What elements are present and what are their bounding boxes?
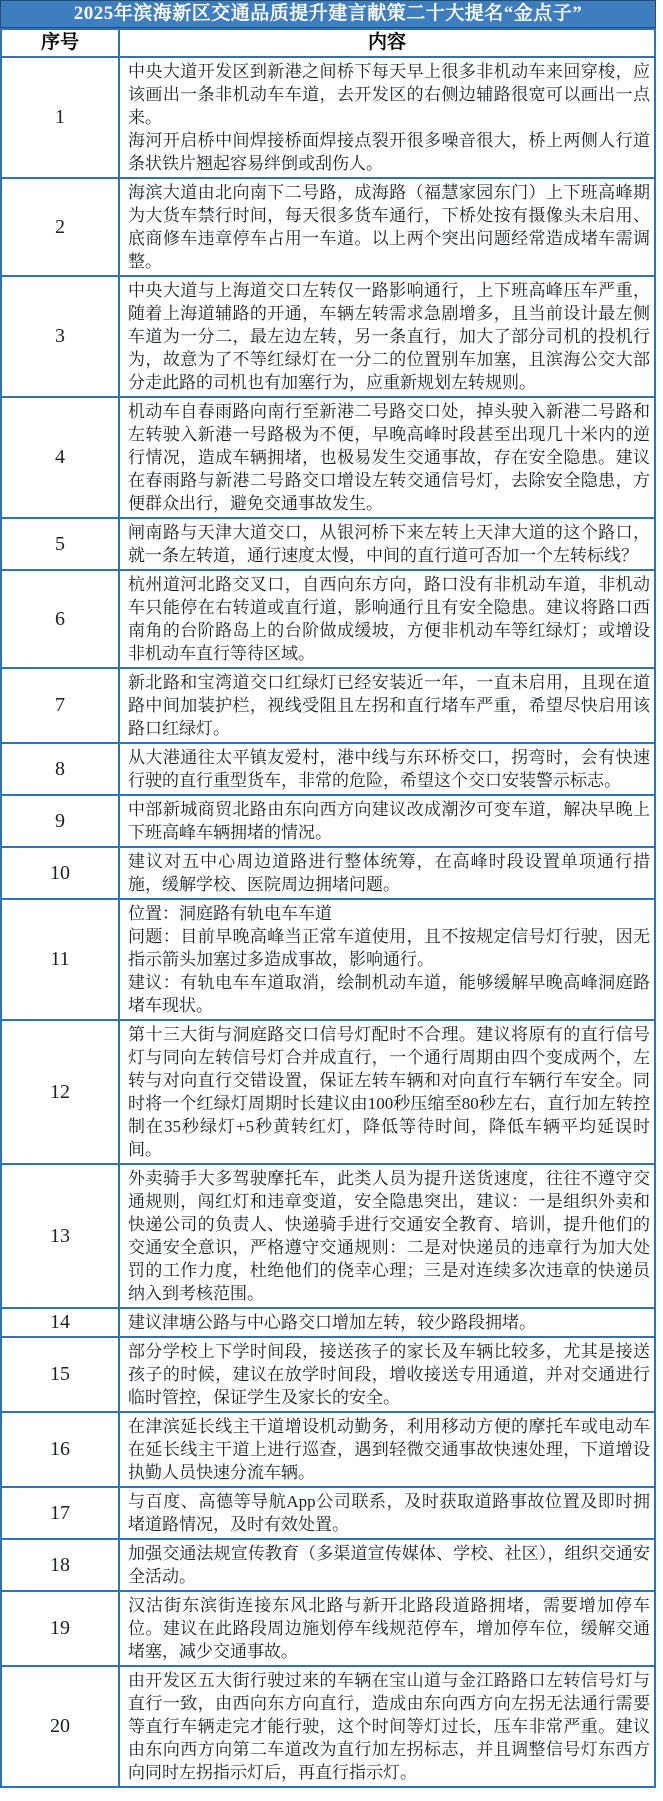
row-number: 15 bbox=[1, 1337, 119, 1412]
row-number: 17 bbox=[1, 1487, 119, 1539]
row-content bbox=[119, 518, 655, 570]
content-paragraph: 在津滨延长线主干道增设机动勤务，利用移动方便的摩托车或电动车在延长线主干道上进行巡查，遇到轻微交通事故快速处理，下道增设执勤人员快速分流车辆。 bbox=[128, 1417, 650, 1482]
col-header-content: 内容 bbox=[119, 29, 655, 57]
table-row bbox=[1, 276, 655, 397]
row-content bbox=[119, 1164, 655, 1308]
row-content bbox=[119, 1591, 655, 1666]
row-content bbox=[119, 1020, 655, 1164]
content-paragraph: 建议对五中心周边道路进行整体统筹，在高峰时段设置单项通行措施，缓解学校、医院周边拥堵问题。 bbox=[128, 852, 650, 894]
row-number: 13 bbox=[1, 1164, 119, 1308]
table-row bbox=[1, 178, 655, 276]
row-content bbox=[119, 668, 655, 743]
content-paragraph: 杭州道河北路交叉口，自西向东方向，路口没有非机动车道，非机动车只能停在右转道或直行道，影响通行且有安全隐患。建议将路口西南角的台阶路岛上的台阶做成缓坡，方便非机动车等红绿灯；或增设非机动车直行等待区域。 bbox=[128, 575, 650, 663]
col-header-index: 序号 bbox=[1, 29, 119, 57]
content-paragraph: 建议津塘公路与中心路交口增加左转，较少路段拥堵。 bbox=[128, 1313, 536, 1332]
content-paragraph: 与百度、高德等导航App公司联系，及时获取道路事故位置及即时拥堵道路情况，及时有效处置。 bbox=[128, 1492, 650, 1534]
table-row bbox=[1, 1337, 655, 1412]
row-content bbox=[119, 1412, 655, 1487]
table-row bbox=[1, 795, 655, 847]
row-number: 6 bbox=[1, 570, 119, 668]
row-number: 12 bbox=[1, 1020, 119, 1164]
row-number: 10 bbox=[1, 847, 119, 899]
row-content bbox=[119, 1666, 655, 1787]
table-row bbox=[1, 518, 655, 570]
row-content bbox=[119, 847, 655, 899]
table-row bbox=[1, 1591, 655, 1666]
document-title: 2025年滨海新区交通品质提升建言献策二十大提名“金点子” bbox=[0, 0, 656, 28]
row-number: 3 bbox=[1, 276, 119, 397]
row-content bbox=[119, 899, 655, 1020]
table-row bbox=[1, 899, 655, 1020]
table-row bbox=[1, 1666, 655, 1787]
content-paragraph: 中部新城商贸北路由东向西方向建议改成潮汐可变车道，解决早晚上下班高峰车辆拥堵的情况。 bbox=[128, 800, 650, 842]
table-row bbox=[1, 1308, 655, 1337]
row-content bbox=[119, 743, 655, 795]
row-number: 5 bbox=[1, 518, 119, 570]
content-paragraph: 机动车自春雨路向南行至新港二号路交口处，掉头驶入新港二号路和左转驶入新港一号路极为不便，早晚高峰时段甚至出现几十米内的逆行情况，造成车辆拥堵，也极易发生交通事故，存在安全隐患。建议在春雨路与新港二号路交口增设左转交通信号灯，去除安全隐患，方便群众出行，避免交通事故发生。 bbox=[128, 402, 650, 513]
content-paragraph: 第十三大街与洞庭路交口信号灯配时不合理。建议将原有的直行信号灯与同向左转信号灯合并成直行，一个通行周期由四个变成两个，左转与对向直行交错设置，保证左转车辆和对向直行车辆行车安全。同时将一个红绿灯周期时长建议由100秒压缩至80秒左右，直行加左转控制在35秒绿灯+5秒黄转红灯，降低等待时间，降低车辆平均延误时间。 bbox=[128, 1025, 650, 1159]
content-paragraph: 建议：有轨电车车道取消，绘制机动车道，能够缓解早晚高峰洞庭路堵车现状。 bbox=[128, 973, 650, 1015]
table-row bbox=[1, 1487, 655, 1539]
row-number: 19 bbox=[1, 1591, 119, 1666]
content-paragraph: 闸南路与天津大道交口，从银河桥下来左转上天津大道的这个路口，就一条左转道，通行速度太慢，中间的直行道可否加一个左转标线？ bbox=[128, 523, 650, 565]
row-number: 8 bbox=[1, 743, 119, 795]
suggestions-table bbox=[0, 28, 656, 1788]
row-content bbox=[119, 57, 655, 178]
content-paragraph: 中央大道开发区到新港之间桥下每天早上很多非机动车来回穿梭，应该画出一条非机动车车道，去开发区的右侧边辅路很宽可以画出一点来。 bbox=[128, 62, 650, 127]
row-number: 7 bbox=[1, 668, 119, 743]
row-number: 11 bbox=[1, 899, 119, 1020]
table-row bbox=[1, 57, 655, 178]
row-content bbox=[119, 570, 655, 668]
content-paragraph: 问题：目前早晚高峰当正常车道使用，且不按规定信号灯行驶，因无指示箭头加塞过多造成事故，影响通行。 bbox=[128, 927, 650, 969]
table-row bbox=[1, 1412, 655, 1487]
table-row bbox=[1, 743, 655, 795]
content-paragraph: 外卖骑手大多驾驶摩托车，此类人员为提升送货速度，往往不遵守交通规则，闯红灯和违章变道，安全隐患突出，建议：一是组织外卖和快递公司的负责人、快递骑手进行交通安全教育、培训，提升他们的交通安全意识，严格遵守交通规则：二是对快递员的违章行为加大处罚的工作力度，杜绝他们的侥幸心理；三是对连续多次违章的快递员纳入到考核范围。 bbox=[128, 1169, 650, 1303]
content-paragraph: 海河开启桥中间焊接桥面焊接点裂开很多噪音很大，桥上两侧人行道条状铁片翘起容易绊倒或刮伤人。 bbox=[128, 131, 650, 173]
row-content bbox=[119, 276, 655, 397]
content-paragraph: 从大港通往太平镇友爱村，港中线与东环桥交口，拐弯时，会有快速行驶的直行重型货车，非常的危险，希望这个交口安装警示标志。 bbox=[128, 748, 650, 790]
content-paragraph: 汉沽街东滨街连接东风北路与新开北路段道路拥堵，需要增加停车位。建议在此路段周边施划停车线规范停车，增加停车位，缓解交通堵塞，减少交通事故。 bbox=[128, 1596, 650, 1661]
row-content bbox=[119, 178, 655, 276]
row-content bbox=[119, 1337, 655, 1412]
row-number: 9 bbox=[1, 795, 119, 847]
content-paragraph: 加强交通法规宣传教育（多渠道宣传媒体、学校、社区），组织交通安全活动。 bbox=[128, 1544, 650, 1586]
table-row bbox=[1, 1020, 655, 1164]
row-number: 16 bbox=[1, 1412, 119, 1487]
table-row bbox=[1, 847, 655, 899]
row-content bbox=[119, 1308, 655, 1337]
row-number: 1 bbox=[1, 57, 119, 178]
row-content bbox=[119, 1487, 655, 1539]
table-row bbox=[1, 1539, 655, 1591]
content-paragraph: 由开发区五大街行驶过来的车辆在宝山道与金江路路口左转信号灯与直行一致，由西向东方向直行，造成由东向西方向左拐无法通行需要等直行车辆走完才能行驶，这个时间等灯过长，压车非常严重。建议由东向西方向第二车道改为直行加左拐标志，并且调整信号灯东西方向同时左拐指示灯后，再直行指示灯。 bbox=[128, 1671, 650, 1782]
row-number: 18 bbox=[1, 1539, 119, 1591]
row-content bbox=[119, 1539, 655, 1591]
content-paragraph: 位置：洞庭路有轨电车车道 bbox=[128, 904, 332, 923]
table-row bbox=[1, 570, 655, 668]
content-paragraph: 海滨大道由北向南下二号路，成海路（福慧家园东门）上下班高峰期为大货车禁行时间，每天很多货车通行，下桥处按有摄像头未启用、底商修车违章停车占用一车道。以上两个突出问题经常造成堵车需调整。 bbox=[128, 183, 650, 271]
row-number: 14 bbox=[1, 1308, 119, 1337]
table-row bbox=[1, 1164, 655, 1308]
row-number: 4 bbox=[1, 397, 119, 518]
table-row bbox=[1, 397, 655, 518]
content-paragraph: 中央大道与上海道交口左转仅一路影响通行，上下班高峰压车严重，随着上海道辅路的开通，车辆左转需求急剧增多，且当前设计最左侧车道为一分二，最左边左转，另一条直行，加大了部分司机的投机行为，故意为了不等红绿灯在一分二的位置别车加塞，且滨海公交大部分走此路的司机也有加塞行为，应重新规划左转规则。 bbox=[128, 281, 650, 392]
content-paragraph: 新北路和宝湾道交口红绿灯已经安装近一年，一直未启用，且现在道路中间加装护栏，视线受阻且左拐和直行堵车严重，希望尽快启用该路口红绿灯。 bbox=[128, 673, 650, 738]
table-header-row bbox=[1, 29, 655, 57]
row-number: 20 bbox=[1, 1666, 119, 1787]
row-content bbox=[119, 795, 655, 847]
table-row bbox=[1, 668, 655, 743]
row-content bbox=[119, 397, 655, 518]
table-body bbox=[1, 57, 655, 1787]
content-paragraph: 部分学校上下学时间段，接送孩子的家长及车辆比较多，尤其是接送孩子的时候，建议在放学时间段，增收接送专用通道，并对交通进行临时管控，保证学生及家长的安全。 bbox=[128, 1342, 650, 1407]
row-number: 2 bbox=[1, 178, 119, 276]
